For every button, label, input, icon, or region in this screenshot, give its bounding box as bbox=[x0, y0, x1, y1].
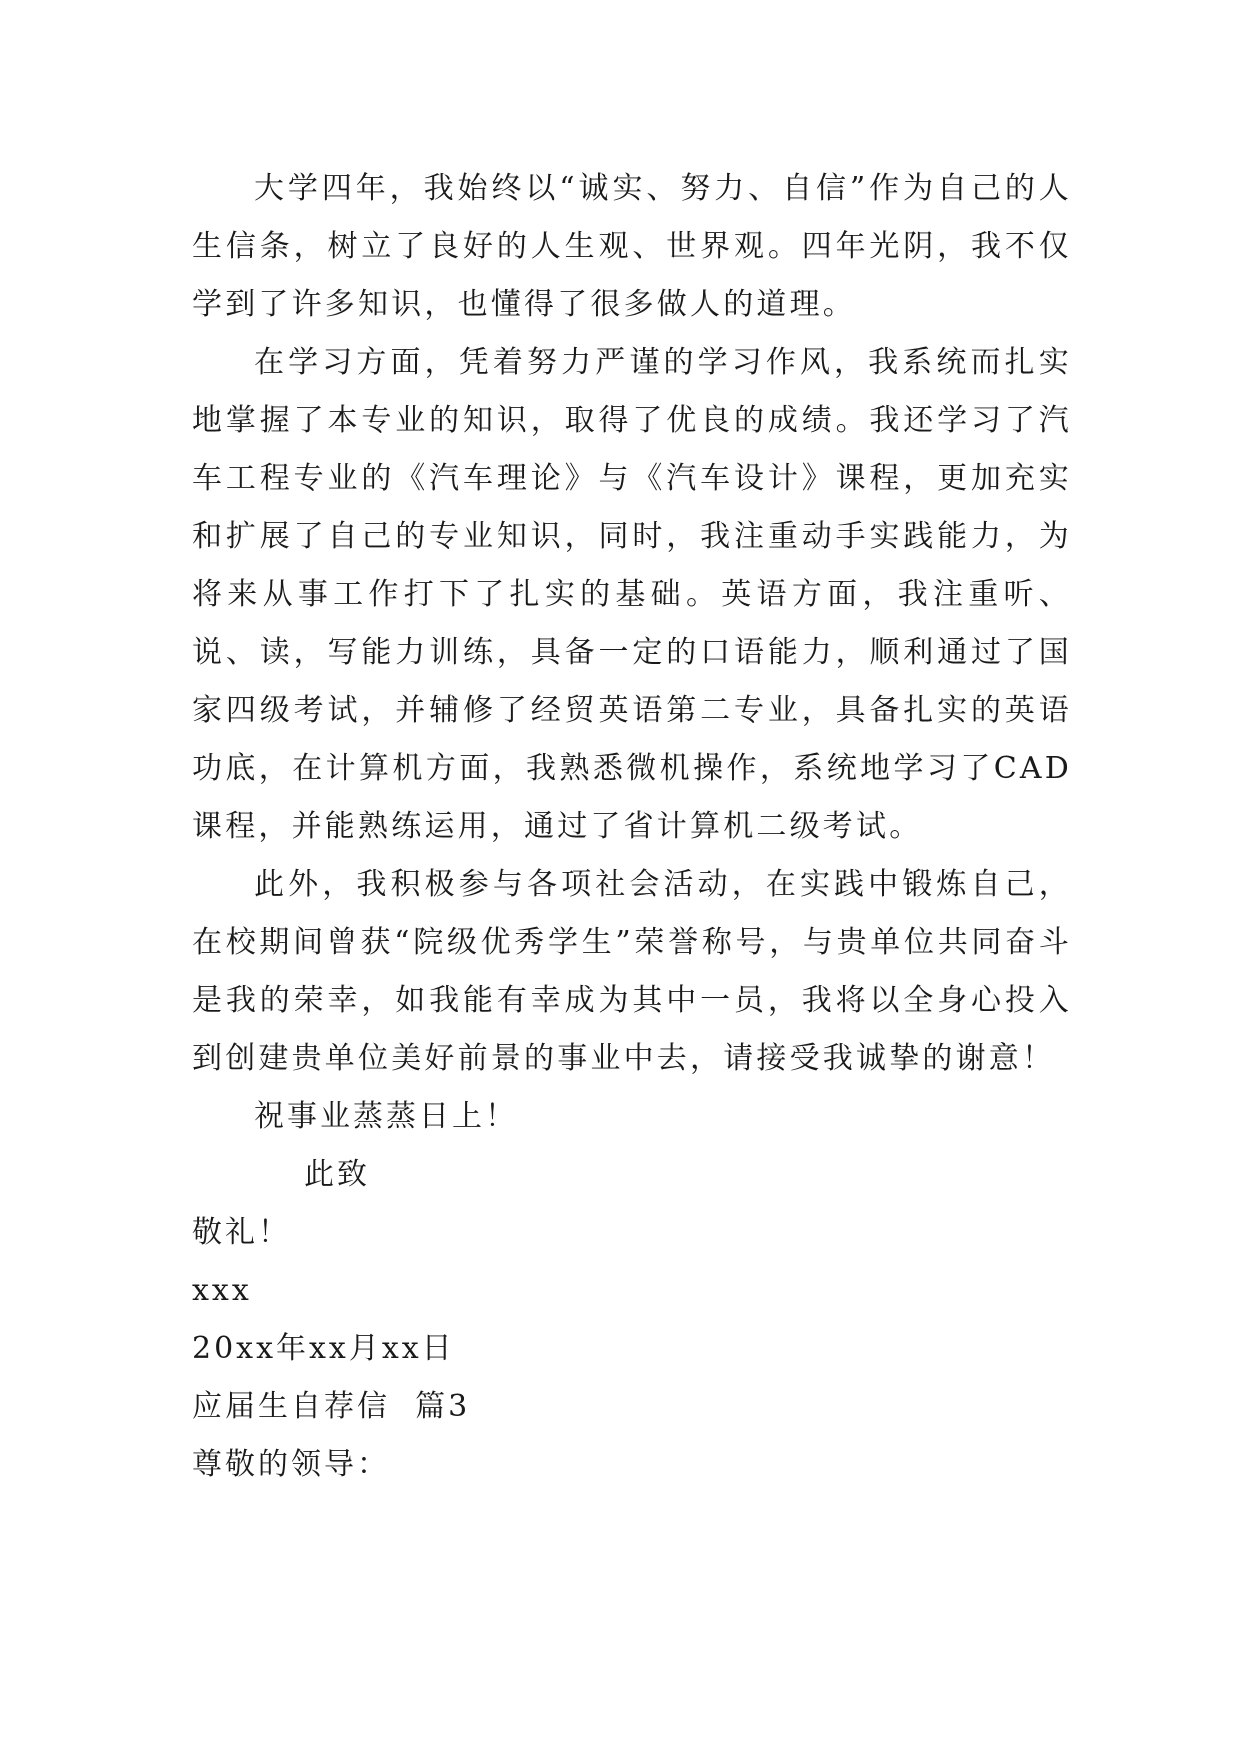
letter-paragraph-1: 大学四年，我始终以“诚实、努力、自信”作为自己的人生信条，树立了良好的人生观、世界观。四年光阴，我不仅学到了许多知识，也懂得了很多做人的道理。 bbox=[192, 171, 1072, 322]
section-heading: 应届生自荐信 篇3 bbox=[192, 1389, 471, 1424]
letter-date: 20xx年xx月xx日 bbox=[192, 1331, 455, 1366]
letter-signature: xxx bbox=[192, 1273, 252, 1308]
salutation: 尊敬的领导： bbox=[192, 1447, 390, 1482]
letter-closing-ci-zhi: 此致 bbox=[304, 1157, 370, 1192]
letter-paragraph-3: 此外，我积极参与各项社会活动，在实践中锻炼自己，在校期间曾获“院级优秀学生”荣誉称号，与贵单位共同奋斗是我的荣幸，如我能有幸成为其中一员，我将以全身心投入到创建贵单位美好前景的事业中去，请接受我诚挚的谢意！ bbox=[192, 867, 1072, 1076]
letter-wish: 祝事业蒸蒸日上！ bbox=[254, 1099, 518, 1134]
letter-closing-jing-li: 敬礼！ bbox=[192, 1215, 291, 1250]
document-page bbox=[192, 160, 1072, 1494]
letter-paragraph-2: 在学习方面，凭着努力严谨的学习作风，我系统而扎实地掌握了本专业的知识，取得了优良的成绩。我还学习了汽车工程专业的《汽车理论》与《汽车设计》课程，更加充实和扩展了自己的专业知识，同时，我注重动手实践能力，为将来从事工作打下了扎实的基础。英语方面，我注重听、说、读，写能力训练，具备一定的口语能力，顺利通过了国家四级考试，并辅修了经贸英语第二专业，具备扎实的英语功底，在计算机方面，我熟悉微机操作，系统地学习了CAD课程，并能熟练运用，通过了省计算机二级考试。 bbox=[192, 345, 1072, 844]
